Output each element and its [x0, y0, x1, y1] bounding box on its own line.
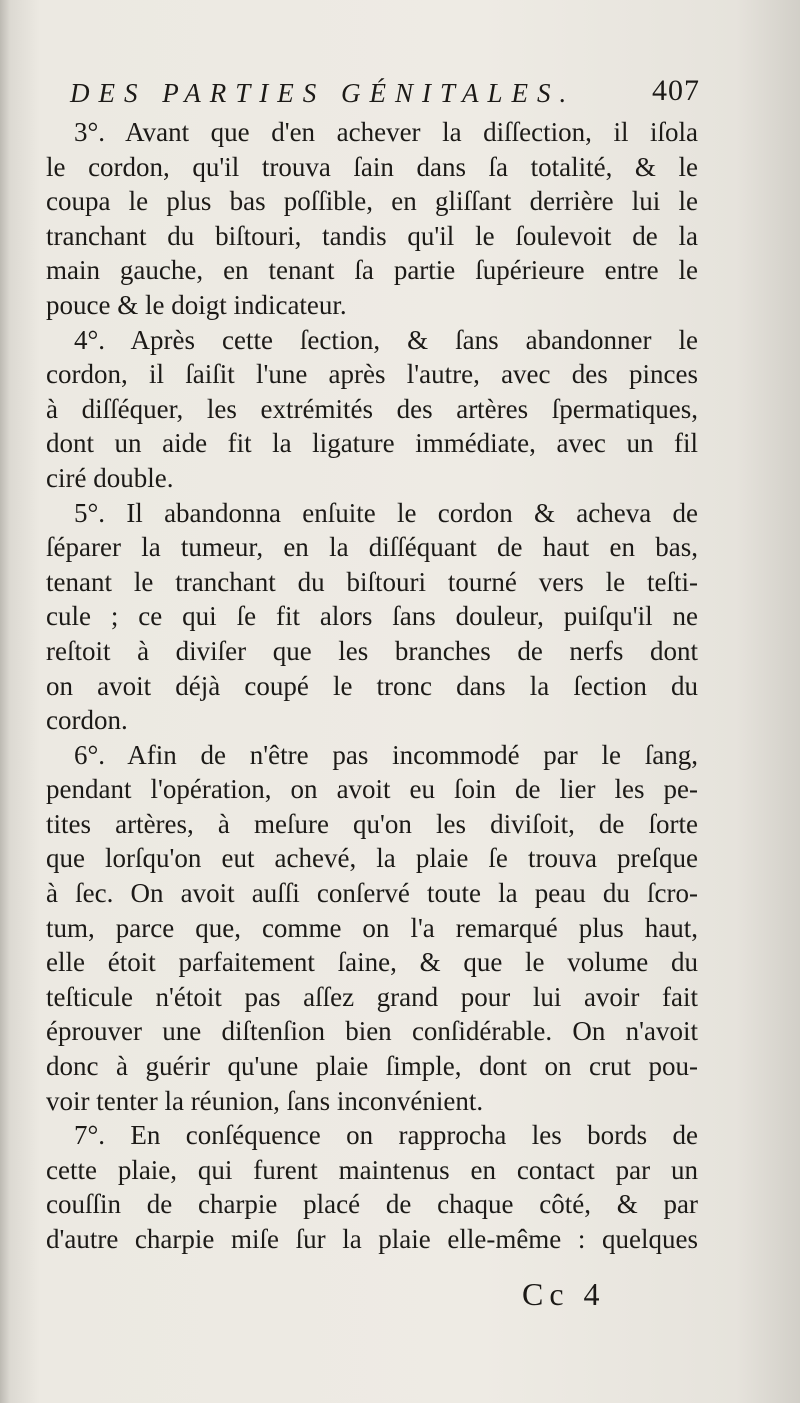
text-line: 6°. Afin de n'être pas incommodé par le ſang, [74, 739, 698, 770]
signature-mark: Cc 4 [522, 1276, 606, 1312]
text-line: cordon. [46, 705, 128, 736]
text-line: pendant l'opération, on avoit eu ſoin de lier les pe- [46, 774, 698, 805]
text-line: reſtoit à diviſer que les branches de nerfs dont [46, 635, 698, 666]
text-line: cule ; ce qui ſe fit alors ſans douleur, puiſqu'il ne [46, 601, 698, 632]
text-line: que lorſqu'on eut achevé, la plaie ſe trouva preſque [46, 843, 698, 874]
text-line: d'autre charpie miſe ſur la plaie elle-même : quelques [46, 1224, 698, 1254]
text-line: cordon, il ſaiſit l'une après l'autre, avec des pinces [46, 359, 698, 390]
text-line: ciré double. [46, 462, 174, 493]
text-line: couſſin de charpie placé de chaque côté, & par [46, 1189, 698, 1220]
text-line: voir tenter la réunion, ſans inconvénient. [46, 1085, 484, 1116]
text-line: tites artères, à meſure qu'on les diviſoit, de ſorte [46, 808, 698, 839]
text-line: tranchant du biſtouri, tandis qu'il le ſoulevoit de la [46, 220, 698, 251]
text-line: à diſſéquer, les extrémités des artères ſpermatiques, [46, 393, 698, 424]
body-text [46, 115, 698, 1257]
text-line: main gauche, en tenant ſa partie ſupérieure entre le [46, 255, 698, 286]
text-line: pouce & le doigt indicateur. [46, 289, 347, 320]
page-number: 407 [652, 74, 700, 107]
running-title: DES PARTIES GÉNITALES. [70, 78, 576, 108]
text-line: cette plaie, qui furent maintenus en contact par un [46, 1154, 698, 1185]
text-line: dont un aide fit la ligature immédiate, avec un fil [46, 428, 698, 459]
text-line: donc à guérir qu'une plaie ſimple, dont on crut pou- [46, 1051, 698, 1082]
text-line: 7°. En conſéquence on rapprocha les bords de [74, 1120, 698, 1151]
text-line: 3°. Avant que d'en achever la diſſection, il iſola [74, 117, 698, 147]
text-line: on avoit déjà coupé le tronc dans la ſection du [46, 670, 698, 701]
text-line: tum, parce que, comme on l'a remarqué plus haut, [46, 912, 698, 943]
running-header [70, 72, 700, 120]
text-line: le cordon, qu'il trouva ſain dans ſa totalité, & le [46, 151, 698, 182]
text-line: teſticule n'étoit pas aſſez grand pour lui avoir fait [46, 981, 698, 1012]
text-line: tenant le tranchant du biſtouri tourné vers le teſti- [46, 566, 698, 597]
text-line: 4°. Après cette ſection, & ſans abandonner le [74, 324, 698, 355]
text-line: à ſec. On avoit auſſi conſervé toute la peau du ſcro- [46, 878, 698, 909]
text-line: 5°. Il abandonna enſuite le cordon & acheva de [74, 497, 698, 528]
text-line: éprouver une diſtenſion bien conſidérable. On n'avoit [46, 1016, 698, 1047]
text-line: elle étoit parfaitement ſaine, & que le volume du [46, 947, 698, 978]
text-line: coupa le plus bas poſſible, en gliſſant derrière lui le [46, 186, 698, 217]
text-line: ſéparer la tumeur, en la diſſéquant de haut en bas, [46, 532, 698, 563]
